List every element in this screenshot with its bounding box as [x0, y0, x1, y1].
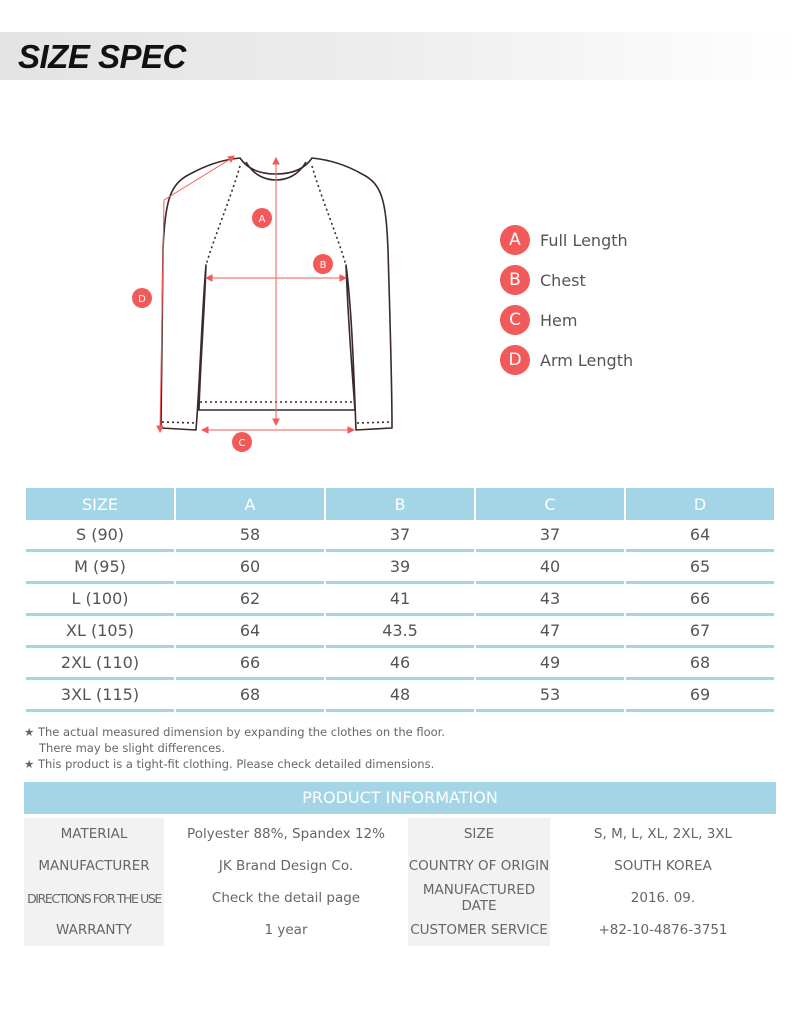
page-title: SIZE SPEC — [18, 38, 186, 75]
info-value: Check the detail page — [164, 882, 408, 914]
table-cell: 3XL (115) — [26, 680, 174, 712]
info-value: 2016. 09. — [550, 882, 776, 914]
table-row — [24, 914, 776, 946]
column-header: A — [176, 488, 324, 520]
table-row — [26, 648, 774, 680]
note-line: There may be slight differences. — [39, 741, 225, 755]
product-info-table — [24, 818, 776, 946]
info-value: SOUTH KOREA — [550, 850, 776, 882]
table-row — [24, 850, 776, 882]
note-line: ★ The actual measured dimension by expanding the clothes on the floor. — [24, 725, 445, 739]
table-cell: M (95) — [26, 552, 174, 584]
marker-a: A — [258, 214, 266, 225]
legend-marker: C — [500, 305, 530, 335]
info-label: SIZE — [408, 818, 550, 850]
table-cell: 64 — [626, 520, 774, 552]
info-value: +82-10-4876-3751 — [550, 914, 776, 946]
legend-item — [500, 340, 633, 380]
table-cell: 48 — [326, 680, 474, 712]
table-row — [26, 520, 774, 552]
table-cell: 37 — [476, 520, 624, 552]
measurement-legend — [500, 220, 633, 380]
legend-label: Full Length — [540, 230, 628, 250]
marker-c: C — [238, 438, 246, 449]
table-cell: XL (105) — [26, 616, 174, 648]
table-cell: 68 — [176, 680, 324, 712]
table-cell: L (100) — [26, 584, 174, 616]
column-header: SIZE — [26, 488, 174, 520]
size-table-header — [26, 488, 774, 520]
table-cell: 47 — [476, 616, 624, 648]
table-row — [26, 584, 774, 616]
info-value: Polyester 88%, Spandex 12% — [164, 818, 408, 850]
legend-marker: D — [500, 345, 530, 375]
info-label: CUSTOMER SERVICE — [408, 914, 550, 946]
cuff-stitch-right — [357, 422, 391, 423]
size-table — [24, 488, 776, 712]
table-row — [24, 818, 776, 850]
table-cell: 39 — [326, 552, 474, 584]
info-value: 1 year — [164, 914, 408, 946]
info-label: WARRANTY — [24, 914, 164, 946]
table-cell: 69 — [626, 680, 774, 712]
info-label: DIRECTIONS FOR THE USE — [24, 882, 164, 914]
table-cell: 2XL (110) — [26, 648, 174, 680]
table-cell: 37 — [326, 520, 474, 552]
table-cell: 68 — [626, 648, 774, 680]
legend-marker: B — [500, 265, 530, 295]
table-cell: 67 — [626, 616, 774, 648]
table-cell: 40 — [476, 552, 624, 584]
info-value: S, M, L, XL, 2XL, 3XL — [550, 818, 776, 850]
product-info-title: PRODUCT INFORMATION — [24, 782, 776, 814]
info-label: MATERIAL — [24, 818, 164, 850]
table-cell: 66 — [176, 648, 324, 680]
table-cell: 41 — [326, 584, 474, 616]
table-row — [24, 882, 776, 914]
table-row — [26, 552, 774, 584]
table-row — [26, 616, 774, 648]
table-cell: 58 — [176, 520, 324, 552]
legend-label: Hem — [540, 310, 578, 330]
marker-b: B — [319, 260, 327, 271]
table-cell: 66 — [626, 584, 774, 616]
size-notes — [24, 724, 445, 772]
table-cell: 60 — [176, 552, 324, 584]
info-label: MANUFACTURED DATE — [408, 882, 550, 914]
table-cell: 43.5 — [326, 616, 474, 648]
shirt-diagram — [120, 140, 420, 460]
column-header: C — [476, 488, 624, 520]
marker-d: D — [138, 294, 146, 305]
column-header: D — [626, 488, 774, 520]
raglan-seam-right — [312, 166, 346, 265]
cuff-stitch-left — [162, 422, 196, 423]
legend-item — [500, 220, 633, 260]
arm-length-line — [164, 158, 232, 200]
table-cell: S (90) — [26, 520, 174, 552]
note-line: ★ This product is a tight-fit clothing. Please check detailed dimensions. — [24, 757, 435, 771]
legend-item — [500, 260, 633, 300]
table-cell: 62 — [176, 584, 324, 616]
table-cell: 53 — [476, 680, 624, 712]
table-row — [26, 680, 774, 712]
legend-label: Arm Length — [540, 350, 634, 370]
table-cell: 49 — [476, 648, 624, 680]
table-cell: 64 — [176, 616, 324, 648]
info-label: COUNTRY OF ORIGIN — [408, 850, 550, 882]
table-cell: 65 — [626, 552, 774, 584]
column-header: B — [326, 488, 474, 520]
raglan-seam-left — [206, 166, 240, 265]
legend-marker: A — [500, 225, 530, 255]
info-label: MANUFACTURER — [24, 850, 164, 882]
table-cell: 43 — [476, 584, 624, 616]
info-value: JK Brand Design Co. — [164, 850, 408, 882]
table-cell: 46 — [326, 648, 474, 680]
legend-item — [500, 300, 633, 340]
legend-label: Chest — [540, 270, 586, 290]
